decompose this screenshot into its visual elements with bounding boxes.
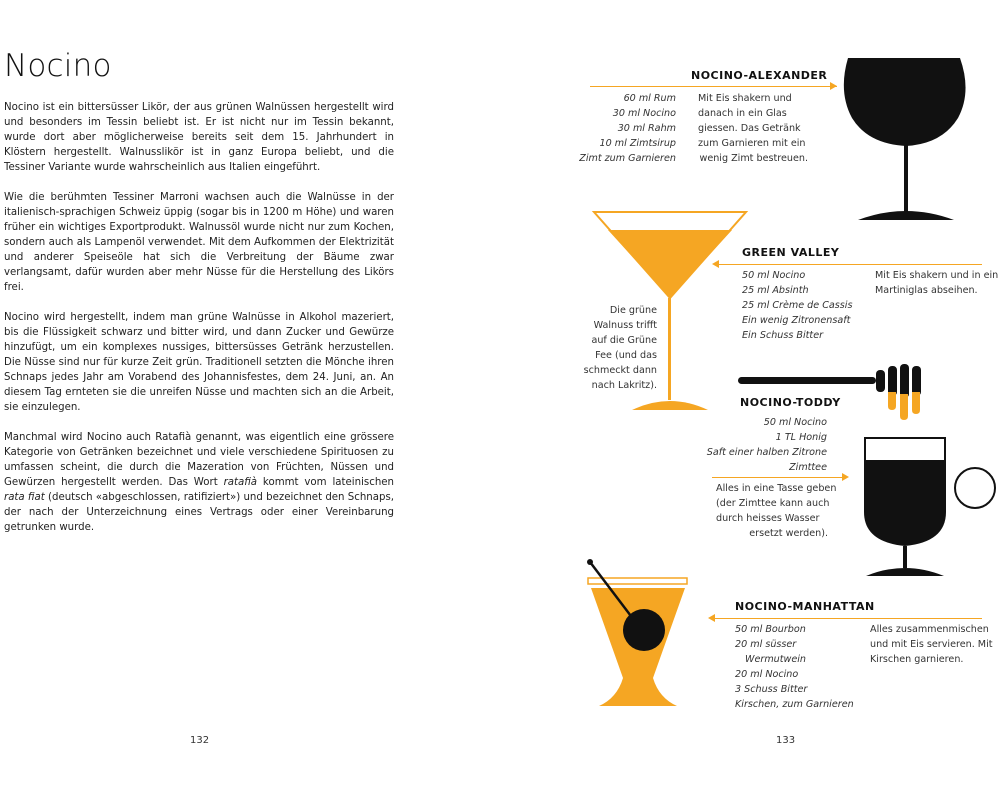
page-number-left: 132: [190, 735, 210, 746]
coupe-glass-icon: [838, 52, 968, 224]
page-title: Nocino: [4, 48, 112, 84]
article-body: [4, 100, 394, 550]
divider-line: [718, 264, 982, 265]
ingredients-toddy: 50 ml Nocino 1 TL Honig Saft einer halben Zitrone Zimttee: [706, 417, 827, 473]
note-green-valley: Die grüne Walnuss trifft auf die Grüne Fee (und das schmeckt dann nach Lakritz).: [583, 305, 657, 391]
paragraph: Nocino ist ein bittersüsser Likör, der aus grünen Walnüssen hergestellt wird und besonders im Tessin beliebt ist. Er ist nicht nur im Tessin bekannt, wurde dort aber möglicherweise bereits seit dem 15. Jahrhundert in Klöstern hergestellt. Walnusslikör ist in ganz Europa beliebt, und die Tessiner Variante wurde wahrscheinlich aus Italien eingeführt.: [4, 102, 394, 173]
recipe-title-alexander: NOCINO-ALEXANDER: [691, 69, 828, 82]
method-manhattan: Alles zusammenmischen und mit Eis servieren. Mit Kirschen garnieren.: [870, 624, 993, 665]
ingredients-green-valley: 50 ml Nocino 25 ml Absinth 25 ml Crème de Cassis Ein wenig Zitronensaft Ein Schuss Bitter: [742, 270, 853, 341]
manhattan-glass-icon: [585, 558, 695, 710]
page-number-right: 133: [776, 735, 796, 746]
divider-line: [590, 86, 837, 87]
divider-line: [712, 477, 842, 478]
divider-line: [714, 618, 982, 619]
toddy-mug-icon: [850, 432, 1000, 582]
arrow-right-icon: [842, 473, 849, 481]
paragraph: Manchmal wird Nocino auch Ratafià genannt, was eigentlich eine grössere Kategorie von Getränken bezeichnet und viele verschiedene Spirituosen zu umfassen scheint, die durch die Mazeration von Früchten, Nüssen und Gewürzen hergestellt werden. Das Wort ratafià kommt vom lateinischen rata fiat (deutsch «abgeschlossen, ratifiziert») und bezeichnet den Schnaps, der nach der Unterzeichnung eines Vertrags oder einer Vereinbarung getrunken wurde.: [4, 432, 394, 533]
recipe-title-toddy: NOCINO-TODDY: [740, 396, 841, 409]
ingredients-alexander: 60 ml Rum 30 ml Nocino 30 ml Rahm 10 ml Zimtsirup Zimt zum Garnieren: [579, 93, 676, 164]
arrow-right-icon: [830, 82, 837, 90]
ingredients-manhattan: 50 ml Bourbon 20 ml süsser Wermutwein 20 ml Nocino 3 Schuss Bitter Kirschen, zum Garnieren: [735, 624, 854, 710]
method-alexander: Mit Eis shakern und danach in ein Glas giessen. Das Getränk zum Garnieren mit ein wenig Zimt bestreuen.: [698, 93, 808, 164]
paragraph: Nocino wird hergestellt, indem man grüne Walnüsse in Alkohol mazeriert, bis die Flüssigkeit schwarz und bitter wird, und dann Zucker und Gewürze hinzufügt, um ein komplexes nussiges, bittersüsses Getränk herzustellen. Die Nüsse sind nur für kurze Zeit grün. Traditionell setzten die Mönche ihren Schnaps jedes Jahr am Vorabend des Johannisfestes, dem 24. Juni, an. An diesem Tag ernteten sie die unreifen Nüsse und machten sich an die Arbeit, sie einzulegen.: [4, 312, 394, 413]
cherry-icon: [623, 609, 665, 651]
recipe-title-green-valley: GREEN VALLEY: [742, 246, 840, 259]
method-toddy: Alles in eine Tasse geben (der Zimttee kann auch durch heisses Wasser ersetzt werden).: [716, 483, 837, 539]
paragraph: Wie die berühmten Tessiner Marroni wachsen auch die Walnüsse in der italienisch-sprachigen Schweiz üppig (sogar bis in 1200 m Höhe) und waren früher ein wichtiges Exportprodukt. Walnussöl wurde nicht nur zum Kochen, sondern auch als Lampenöl verwendet. Mit dem Aufkommen der Elektrizität und anderer Speiseöle hat sich die Verbreitung der Bäume zwar verlangsamt, dafür wurden aber mehr Nüsse für die Herstellung des Likörs frei.: [4, 192, 394, 293]
method-green-valley: Mit Eis shakern und in ein Martiniglas abseihen.: [875, 270, 999, 296]
recipe-title-manhattan: NOCINO-MANHATTAN: [735, 600, 875, 613]
